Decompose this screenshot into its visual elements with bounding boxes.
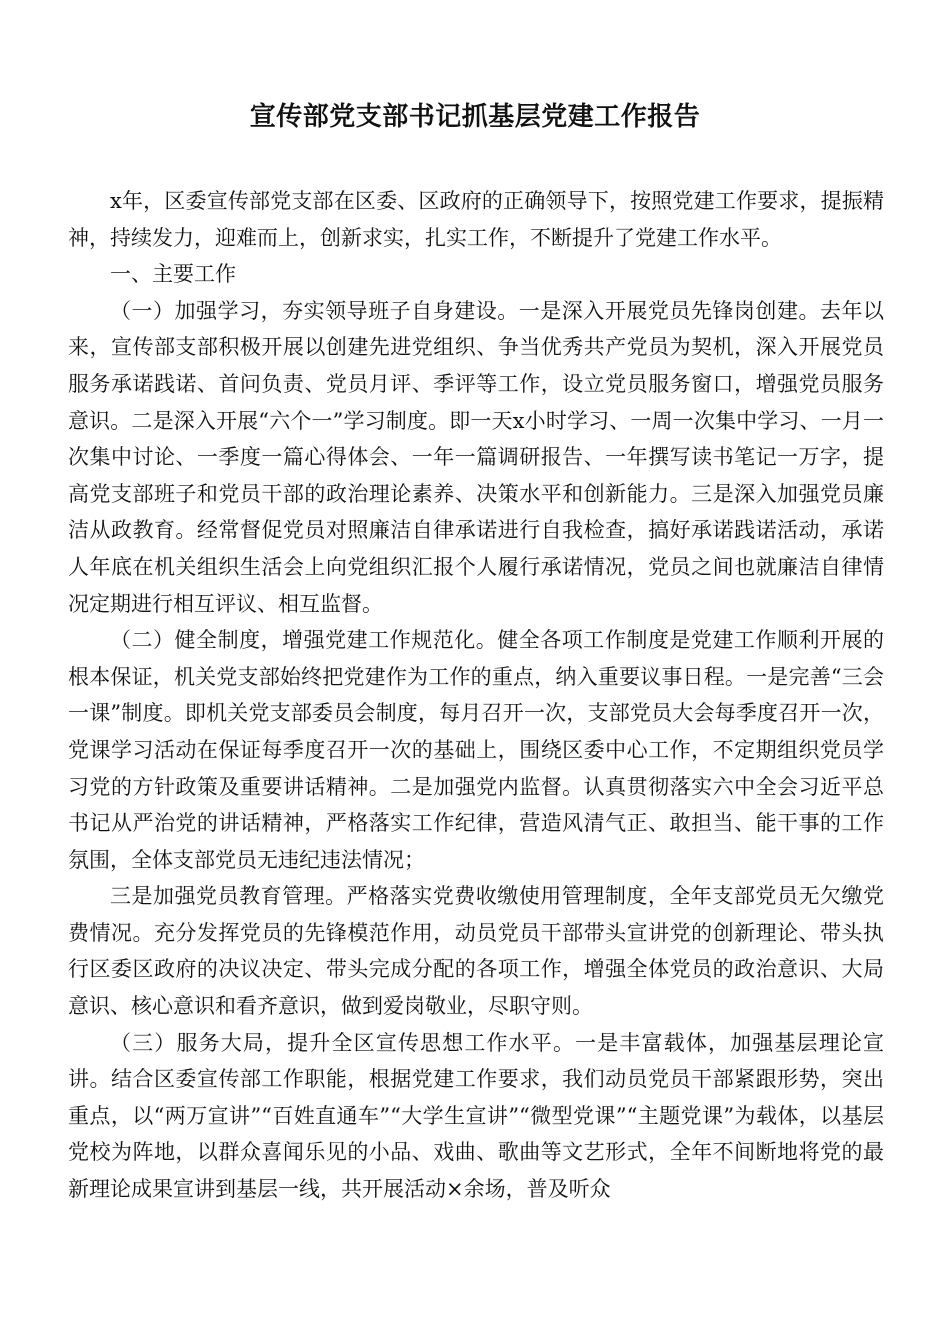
paragraph-service: （三）服务大局，提升全区宣传思想工作水平。一是丰富载体，加强基层理论宣讲。结合区委宣传部工作职能，根据党建工作要求，我们动员党员干部紧跟形势，突出重点，以“两万宣讲”“百姓直通车”“大学生宣讲”“微型党课”“主题党课”为载体，以基层党校为阵地，以群众喜闻乐见的小品、戏曲、歌曲等文艺形式，全年不间断地将党的最新理论成果宣讲到基层一线，共开展活动×余场，普及听众 (68, 1030, 884, 1202)
paragraph-education: 三是加强党员教育管理。严格落实党费收缴使用管理制度，全年支部党员无欠缴党费情况。充分发挥党员的先锋模范作用，动员党员干部带头宣讲党的创新理论、带头执行区委区政府的决议决定、带头完成分配的各项工作，增强全体党员的政治意识、大局意识、核心意识和看齐意识，做到爱岗敬业，尽职守则。 (68, 884, 884, 1019)
document-body (68, 183, 884, 1208)
document-title: 宣传部党支部书记抓基层党建工作报告 (249, 102, 701, 132)
intro-paragraph: x年，区委宣传部党支部在区委、区政府的正确领导下，按照党建工作要求，提振精神，持续发力，迎难而上，创新求实，扎实工作，不断提升了党建工作水平。 (68, 189, 884, 250)
section-heading-main-work: 一、主要工作 (110, 262, 236, 287)
paragraph-system: （二）健全制度，增强党建工作规范化。健全各项工作制度是党建工作顺利开展的根本保证，机关党支部始终把党建作为工作的重点，纳入重要议事日程。一是完善“三会一课”制度。即机关党支部委员会制度，每月召开一次，支部党员大会每季度召开一次，党课学习活动在保证每季度召开一次的基础上，围绕区委中心工作，不定期组织党员学习党的方针政策及重要讲话精神。二是加强党内监督。认真贯彻落实六中全会习近平总书记从严治党的讲话精神，严格落实工作纪律，营造风清气正、敢担当、能干事的工作氛围，全体支部党员无违纪违法情况； (68, 628, 884, 872)
paragraph-study: （一）加强学习，夯实领导班子自身建设。一是深入开展党员先锋岗创建。去年以来，宣传部支部积极开展以创建先进党组织、争当优秀共产党员为契机，深入开展党员服务承诺践诺、首问负责、党员月评、季评等工作，设立党员服务窗口，增强党员服务意识。二是深入开展“六个一”学习制度。即一天x小时学习、一周一次集中学习、一月一次集中讨论、一季度一篇心得体会、一年一篇调研报告、一年撰写读书笔记一万字，提高党支部班子和党员干部的政治理论素养、决策水平和创新能力。三是深入加强党员廉洁从政教育。经常督促党员对照廉洁自律承诺进行自我检查，搞好承诺践诺活动，承诺人年底在机关组织生活会上向党组织汇报个人履行承诺情况，党员之间也就廉洁自律情况定期进行相互评议、相互监督。 (68, 298, 884, 616)
